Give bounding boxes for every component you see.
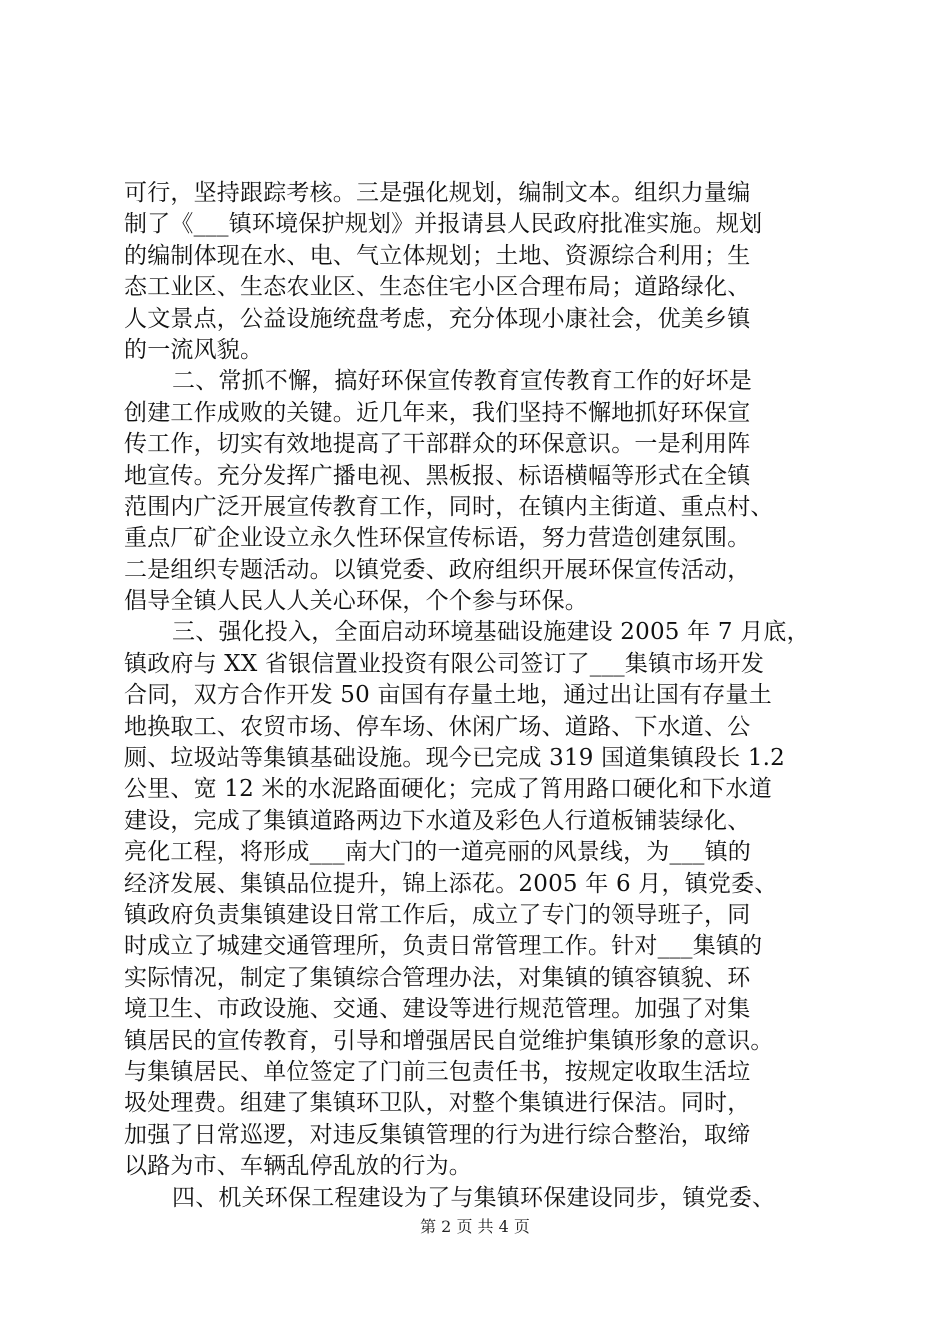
text-line: 倡导全镇人民人人关心环保，个个参与环保。 <box>124 588 588 615</box>
text-line: 的编制体现在水、电、气立体规划；土地、资源综合利用；生 <box>124 242 751 269</box>
text-line: 的一流风貌。 <box>124 336 264 363</box>
text-line: 可行，坚持跟踪考核。三是强化规划，编制文本。组织力量编 <box>124 180 751 206</box>
text-line: 镇政府负责集镇建设日常工作后，成立了专门的领导班子，同 <box>124 901 751 928</box>
text-line: 制了《___镇环境保护规划》并报请县人民政府批准实施。规划 <box>124 211 763 238</box>
text-line: 厕、垃圾站等集镇基础设施。现今已完成 319 国道集镇段长 1.2 <box>124 745 786 772</box>
text-line: 创建工作成败的关键。近几年来，我们坚持不懈地抓好环保宣 <box>124 399 751 426</box>
text-line: 人文景点，公益设施统盘考虑，充分体现小康社会，优美乡镇 <box>124 305 751 332</box>
text-line: 时成立了城建交通管理所，负责日常管理工作。针对___集镇的 <box>124 933 763 960</box>
text-line: 镇政府与 XX 省银信置业投资有限公司签订了___集镇市场开发 <box>124 650 765 677</box>
text-line: 地换取工、农贸市场、停车场、休闲广场、道路、下水道、公 <box>124 713 751 740</box>
text-line: 实际情况，制定了集镇综合管理办法，对集镇的镇容镇貌、环 <box>124 964 751 991</box>
text-line: 二是组织专题活动。以镇党委、政府组织开展环保宣传活动， <box>124 556 751 583</box>
text-line: 公里、宽 12 米的水泥路面硬化；完成了筲用路口硬化和下水道 <box>124 776 772 803</box>
text-line: 地宣传。充分发挥广播电视、黑板报、标语横幅等形式在全镇 <box>124 462 751 489</box>
text-line: 建设，完成了集镇道路两边下水道及彩色人行道板铺装绿化、 <box>124 807 751 834</box>
text-line: 与集镇居民、单位签定了门前三包责任书，按规定收取生活垃 <box>124 1058 751 1085</box>
text-line: 境卫生、市政设施、交通、建设等进行规范管理。加强了对集 <box>124 996 751 1023</box>
text-line: 以路为市、车辆乱停乱放的行为。 <box>124 1153 472 1180</box>
paragraph-start-line: 三、强化投入，全面启动环境基础设施建设 2005 年 7 月底， <box>172 619 810 646</box>
text-line: 加强了日常巡逻，对违反集镇管理的行为进行综合整治，取缔 <box>124 1121 751 1148</box>
text-line: 重点厂矿企业设立永久性环保宣传标语，努力营造创建氛围。 <box>124 525 751 552</box>
paragraph-start-line: 四、机关环保工程建设为了与集镇环保建设同步，镇党委、 <box>172 1184 776 1211</box>
text-line: 范围内广泛开展宣传教育工作，同时，在镇内主街道、重点村、 <box>124 493 774 520</box>
text-line: 亮化工程，将形成___南大门的一道亮丽的风景线，为___镇的 <box>124 839 751 866</box>
text-line: 圾处理费。组建了集镇环卫队，对整个集镇进行保洁。同时， <box>124 1090 751 1117</box>
text-line: 镇居民的宣传教育，引导和增强居民自觉维护集镇形象的意识。 <box>124 1027 774 1054</box>
text-line: 传工作，切实有效地提高了干部群众的环保意识。一是利用阵 <box>124 431 751 458</box>
page-number: 第 2 页 共 4 页 <box>420 1217 530 1236</box>
paragraph-start-line: 二、常抓不懈，搞好环保宣传教育宣传教育工作的好坏是 <box>172 368 752 395</box>
body-text <box>124 178 838 1214</box>
page-footer <box>0 1214 950 1237</box>
text-line: 经济发展、集镇品位提升，锦上添花。2005 年 6 月，镇党委、 <box>124 870 778 897</box>
text-line: 态工业区、生态农业区、生态住宅小区合理布局；道路绿化、 <box>124 274 751 301</box>
text-line: 合同，双方合作开发 50 亩国有存量土地，通过出让国有存量土 <box>124 682 772 709</box>
